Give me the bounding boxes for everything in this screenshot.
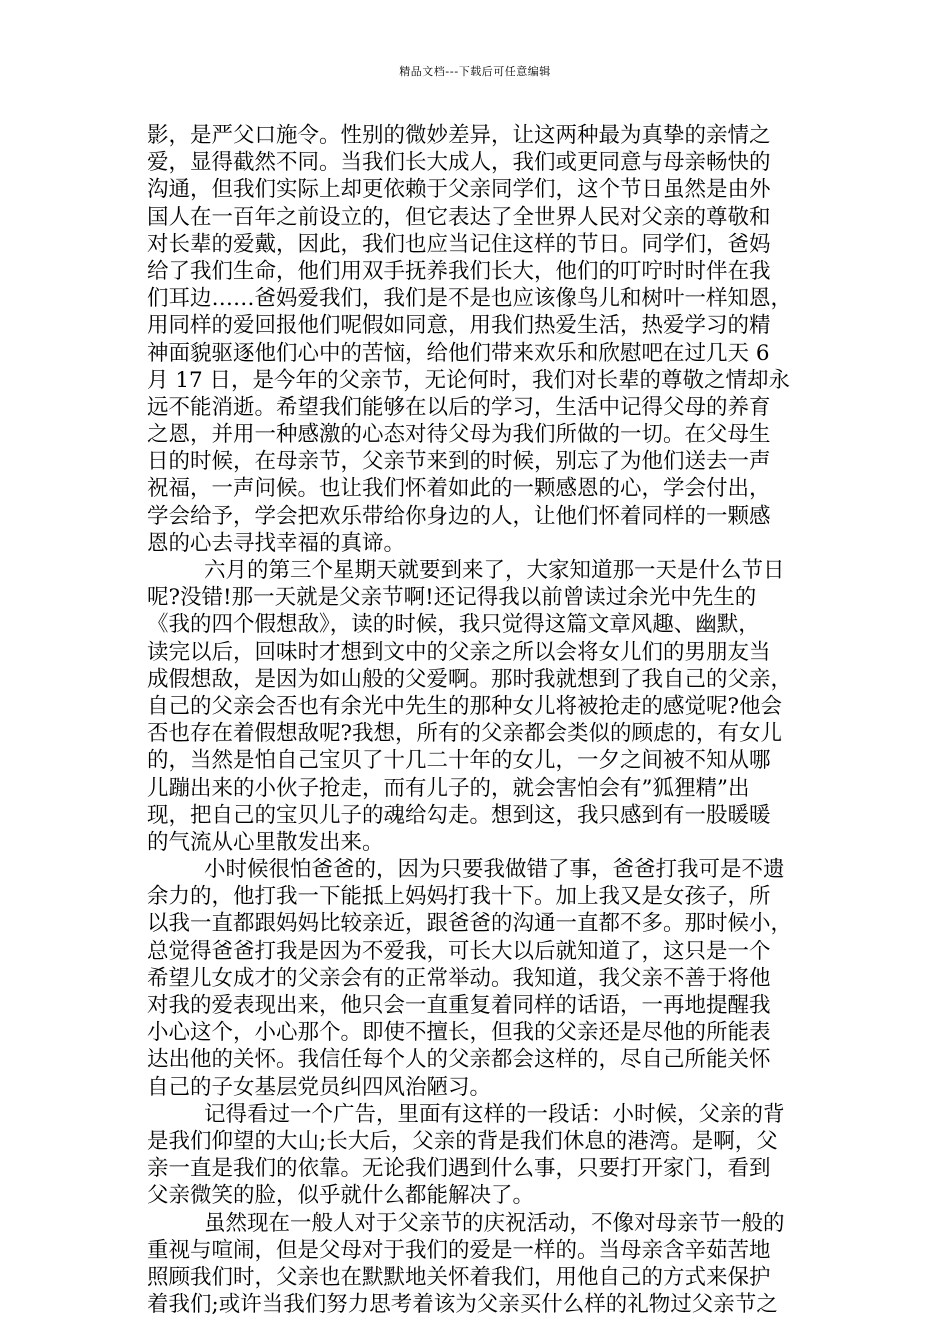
text-line: 小心这个，小心那个。即使不擅长，但我的父亲还是尽他的所能表 [147, 1020, 771, 1046]
text-line: 希望儿女成才的父亲会有的正常举动。我知道，我父亲不善于将他 [147, 965, 771, 991]
text-line: 影，是严父口施令。性别的微妙差异，让这两种最为真挚的亲情之 [147, 123, 771, 148]
text-line: 照顾我们时，父亲也在默默地关怀着我们，用他自己的方式来保护 [147, 1264, 771, 1290]
text-line: 否也存在着假想敌呢?我想，所有的父亲都会类似的顾虑的，有女儿 [147, 721, 783, 747]
text-line: 父亲微笑的脸，似乎就什么都能解决了。 [147, 1183, 535, 1209]
text-line: 自己的子女基层党员纠四风治陋习。 [147, 1074, 492, 1100]
text-line: 神面貌驱逐他们心中的苦恼，给他们带来欢乐和欣慰吧在过几天 6 [147, 340, 770, 366]
text-line: 恩的心去寻找幸福的真谛。 [147, 530, 406, 556]
text-line: 的气流从心里散发出来。 [147, 829, 384, 855]
text-line: 自己的父亲会否也有余光中先生的那种女儿将被抢走的感觉呢?他会 [147, 693, 783, 719]
paragraph [147, 1210, 805, 1319]
text-line: 重视与喧闹，但是父母对于我们的爱是一样的。当母亲含辛茹苦地 [147, 1237, 771, 1263]
text-line: 是我们仰望的大山;长大后，父亲的背是我们休息的港湾。是啊，父 [147, 1128, 778, 1154]
text-line: 记得看过一个广告，里面有这样的一段话：小时候，父亲的背 [204, 1101, 785, 1127]
text-line: 着我们;或许当我们努力思考着该为父亲买什么样的礼物过父亲节之 [147, 1292, 778, 1318]
text-line: 用同样的爱回报他们呢假如同意，用我们热爱生活，热爱学习的精 [147, 313, 771, 339]
page-header: 精品文档---下载后可任意编辑 [399, 65, 551, 78]
text-line: 之恩，并用一种感激的心态对待父母为我们所做的一切。在父母生 [147, 422, 771, 448]
text-line: 读完以后，回味时才想到文中的父亲之所以会将女儿们的男朋友当 [147, 639, 771, 665]
text-line: 对我的爱表现出来，他只会一直重复着同样的话语，一再地提醒我 [147, 993, 771, 1018]
text-line: 学会给予，学会把欢乐带给你身边的人，让他们怀着同样的一颗感 [147, 503, 771, 529]
text-line: 对长辈的爱戴，因此，我们也应当记住这样的节日。同学们，爸妈 [147, 231, 771, 257]
text-line: 月 17 日，是今年的父亲节，无论何时，我们对长辈的尊敬之情却永 [147, 367, 791, 393]
text-line: 儿蹦出来的小伙子抢走，而有儿子的，就会害怕会有”狐狸精”出 [147, 775, 750, 801]
text-line: 国人在一百年之前设立的，但它表达了全世界人民对父亲的尊敬和 [147, 204, 771, 230]
text-line: 远不能消逝。希望我们能够在以后的学习，生活中记得父母的养育 [147, 394, 771, 420]
text-line: 亲一直是我们的依靠。无论我们遇到什么事，只要打开家门，看到 [147, 1156, 771, 1182]
text-line: 爱，显得截然不同。当我们长大成人，我们或更同意与母亲畅快的 [147, 150, 771, 176]
paragraph [147, 557, 805, 856]
paragraph [147, 856, 805, 1101]
text-line: 沟通，但我们实际上却更依赖于父亲同学们，这个节日虽然是由外 [147, 177, 771, 203]
document-body [147, 122, 805, 1318]
paragraph [147, 122, 805, 557]
text-line: 日的时候，在母亲节，父亲节来到的时候，别忘了为他们送去一声 [147, 449, 771, 475]
paragraph [147, 1101, 805, 1210]
text-line: 呢?没错!那一天就是父亲节啊!还记得我以前曾读过余光中先生的 [147, 585, 757, 611]
text-line: 小时候很怕爸爸的，因为只要我做错了事，爸爸打我可是不遗 [204, 857, 785, 883]
text-line: 们耳边……爸妈爱我们，我们是不是也应该像鸟儿和树叶一样知恩， [147, 286, 793, 312]
text-line: 成假想敌，是因为如山般的父爱啊。那时我就想到了我自己的父亲， [147, 666, 793, 692]
text-line: 以我一直都跟妈妈比较亲近，跟爸爸的沟通一直都不多。那时候小， [147, 911, 793, 937]
text-line: 给了我们生命，他们用双手抚养我们长大，他们的叮咛时时伴在我 [147, 258, 771, 284]
text-line: 虽然现在一般人对于父亲节的庆祝活动，不像对母亲节一般的 [204, 1210, 785, 1236]
text-line: 六月的第三个星期天就要到来了，大家知道那一天是什么节日 [204, 558, 785, 583]
text-line: 祝福，一声问候。也让我们怀着如此的一颗感恩的心，学会付出， [147, 476, 771, 502]
text-line: 《我的四个假想敌》，读的时候，我只觉得这篇文章风趣、幽默， [147, 612, 760, 638]
text-line: 余力的，他打我一下能抵上妈妈打我十下。加上我又是女孩子，所 [147, 884, 771, 910]
text-line: 总觉得爸爸打我是因为不爱我，可长大以后就知道了，这只是一个 [147, 938, 771, 964]
text-line: 现，把自己的宝贝儿子的魂给勾走。想到这，我只感到有一股暖暖 [147, 802, 771, 828]
text-line: 达出他的关怀。我信任每个人的父亲都会这样的，尽自己所能关怀 [147, 1047, 771, 1073]
text-line: 的，当然是怕自己宝贝了十几二十年的女儿，一夕之间被不知从哪 [147, 748, 771, 774]
